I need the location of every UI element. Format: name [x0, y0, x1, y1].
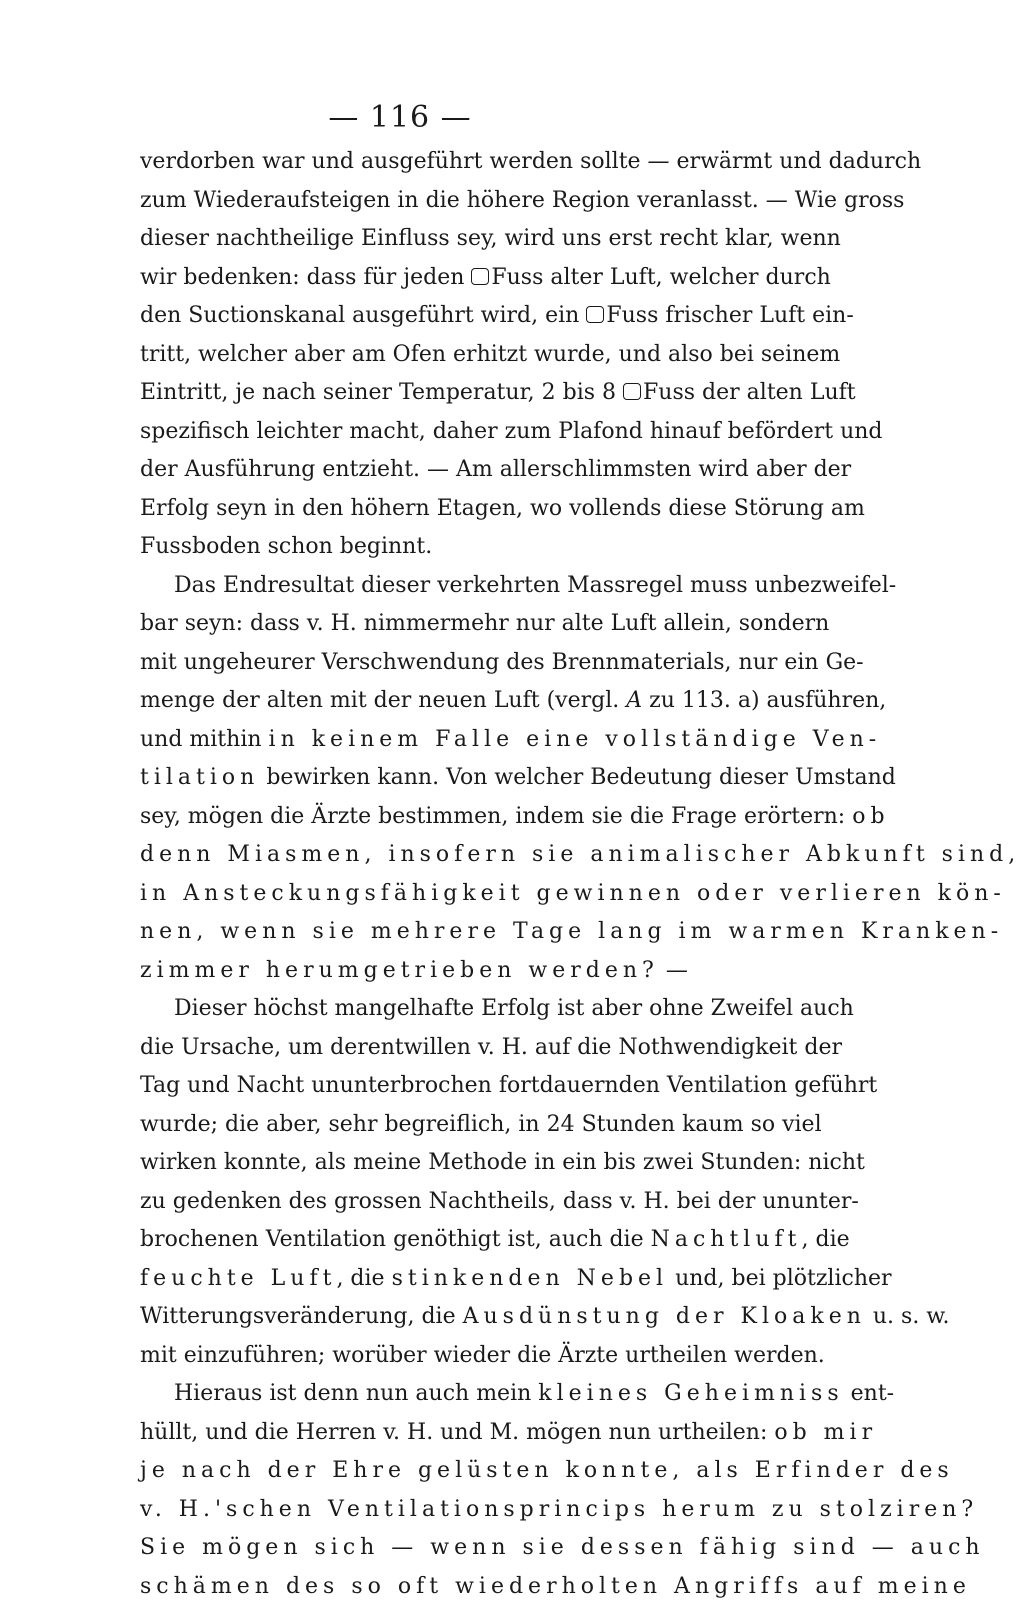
- line-text: wirken konnte, als meine Methode in ein bis zwei Stunden: nicht: [140, 1150, 865, 1175]
- text-line: [140, 259, 715, 298]
- line-text: zum Wiederaufsteigen in die höhere Region veranlasst. — Wie gross: [140, 188, 904, 213]
- line-text: —: [659, 958, 688, 983]
- line-text: Fuss frischer Luft ein-: [606, 303, 853, 328]
- text-line: [140, 528, 715, 567]
- text-line: [140, 1067, 715, 1106]
- line-text: sey, mögen die Ärzte bestimmen, indem sie die Frage erörtern:: [140, 804, 852, 829]
- text-line: [140, 1221, 715, 1260]
- text-line: [140, 1375, 715, 1414]
- line-text: wir bedenken: dass für jeden: [140, 265, 471, 290]
- line-text: hüllt, und die Herren v. H. und M. mögen nun urtheilen:: [140, 1420, 774, 1445]
- spaced-emphasis-text: in Ansteckungsfähigkeit gewinnen oder verlieren kön-: [140, 881, 1006, 906]
- page-body-text: [140, 143, 715, 1606]
- text-line: [140, 1298, 715, 1337]
- square-symbol-icon: [471, 268, 489, 285]
- spaced-emphasis-text: stinkenden Nebel: [392, 1266, 669, 1291]
- spaced-emphasis-text: ob: [852, 804, 889, 829]
- line-text: Witterungsveränderung, die: [140, 1304, 463, 1329]
- line-text: dieser nachtheilige Einfluss sey, wird uns erst recht klar, wenn: [140, 226, 841, 251]
- spaced-emphasis-text: feuchte Luft: [140, 1266, 336, 1291]
- line-text: mit ungeheurer Verschwendung des Brennmaterials, nur ein Ge-: [140, 650, 864, 675]
- text-line: [140, 721, 715, 760]
- spaced-emphasis-text: kleines Geheimniss: [538, 1381, 843, 1406]
- square-symbol-icon: [623, 383, 641, 400]
- line-text: Dieser höchst mangelhafte Erfolg ist aber ohne Zweifel auch: [174, 996, 854, 1021]
- spaced-emphasis-text: nen, wenn sie mehrere Tage lang im warmen Kranken-: [140, 919, 1003, 944]
- text-line: [140, 567, 715, 606]
- line-text: bewirken kann. Von welcher Bedeutung dieser Umstand: [259, 765, 896, 790]
- line-text: Eintritt, je nach seiner Temperatur, 2 bis 8: [140, 380, 623, 405]
- line-text: die Ursache, um derentwillen v. H. auf die Nothwendigkeit der: [140, 1035, 842, 1060]
- line-text: ent-: [844, 1381, 894, 1406]
- text-line: [140, 605, 715, 644]
- text-line: [140, 798, 715, 837]
- text-line: [140, 451, 715, 490]
- spaced-emphasis-text: v. H.'schen Ventilationsprincips herum zu stolziren?: [140, 1497, 978, 1522]
- line-text: tritt, welcher aber am Ofen erhitzt wurde, und also bei seinem: [140, 342, 840, 367]
- line-text: brochenen Ventilation genöthigt ist, auch die: [140, 1227, 651, 1252]
- text-line: [140, 1144, 715, 1183]
- spaced-emphasis-text: je nach der Ehre gelüsten konnte, als Erfinder des: [140, 1458, 954, 1483]
- text-line: [140, 490, 715, 529]
- line-text: , die: [336, 1266, 391, 1291]
- text-line: [140, 1568, 715, 1606]
- text-line: [140, 1414, 715, 1453]
- line-text: und mithin: [140, 727, 269, 752]
- text-line: [140, 952, 715, 991]
- text-line: [140, 682, 715, 721]
- line-text: Fussboden schon beginnt.: [140, 534, 432, 559]
- spaced-emphasis-text: schämen des so oft wiederholten Angriffs auf meine: [140, 1574, 971, 1599]
- text-line: [140, 913, 715, 952]
- text-line: [140, 1029, 715, 1068]
- text-line: [140, 1529, 715, 1568]
- text-line: [140, 336, 715, 375]
- spaced-emphasis-text: in keinem Falle eine vollständige Ven-: [269, 727, 882, 752]
- text-line: [140, 644, 715, 683]
- line-text: verdorben war und ausgeführt werden sollte — erwärmt und dadurch: [140, 149, 921, 174]
- text-line: [140, 297, 715, 336]
- page-number: — 116 —: [0, 100, 800, 135]
- text-line: [140, 759, 715, 798]
- text-line: [140, 1337, 715, 1376]
- line-text: zu 113. a) ausführen,: [642, 688, 886, 713]
- line-text: mit einzuführen; worüber wieder die Ärzte urtheilen werden.: [140, 1343, 825, 1368]
- line-text: bar seyn: dass v. H. nimmermehr nur alte Luft allein, sondern: [140, 611, 829, 636]
- spaced-emphasis-text: ob mir: [774, 1420, 877, 1445]
- line-text: , die: [802, 1227, 850, 1252]
- text-line: [140, 182, 715, 221]
- spaced-emphasis-text: Ausdünstung der Kloaken: [463, 1304, 866, 1329]
- line-text: u. s. w.: [866, 1304, 950, 1329]
- square-symbol-icon: [586, 306, 604, 323]
- line-text: der Ausführung entzieht. — Am allerschlimmsten wird aber der: [140, 457, 851, 482]
- line-text: den Suctionskanal ausgeführt wird, ein: [140, 303, 586, 328]
- line-text: Hieraus ist denn nun auch mein: [174, 1381, 538, 1406]
- text-line: [140, 836, 715, 875]
- line-text: zu gedenken des grossen Nachtheils, dass v. H. bei der ununter-: [140, 1189, 859, 1214]
- line-text: wurde; die aber, sehr begreiflich, in 24 Stunden kaum so viel: [140, 1112, 822, 1137]
- line-text: Fuss alter Luft, welcher durch: [491, 265, 830, 290]
- text-line: [140, 374, 715, 413]
- text-line: [140, 1183, 715, 1222]
- line-text: Tag und Nacht ununterbrochen fortdauernden Ventilation geführt: [140, 1073, 877, 1098]
- line-text: Fuss der alten Luft: [643, 380, 856, 405]
- text-line: [140, 990, 715, 1029]
- text-line: [140, 1106, 715, 1145]
- spaced-emphasis-text: tilation: [140, 765, 259, 790]
- text-line: [140, 220, 715, 259]
- line-text: und, bei plötzlicher: [668, 1266, 891, 1291]
- line-text: menge der alten mit der neuen Luft (vergl.: [140, 688, 626, 713]
- text-line: [140, 413, 715, 452]
- spaced-emphasis-text: Nachtluft: [651, 1227, 802, 1252]
- spaced-emphasis-text: zimmer herumgetrieben werden?: [140, 958, 659, 983]
- italic-text: A: [626, 688, 642, 713]
- line-text: spezifisch leichter macht, daher zum Plafond hinauf befördert und: [140, 419, 883, 444]
- text-line: [140, 1452, 715, 1491]
- text-line: [140, 143, 715, 182]
- text-line: [140, 875, 715, 914]
- text-line: [140, 1491, 715, 1530]
- text-line: [140, 1260, 715, 1299]
- line-text: Das Endresultat dieser verkehrten Massregel muss unbezweifel-: [174, 573, 896, 598]
- spaced-emphasis-text: Sie mögen sich — wenn sie dessen fähig sind — auch: [140, 1535, 985, 1560]
- spaced-emphasis-text: denn Miasmen, insofern sie animalischer Abkunft sind,: [140, 842, 1020, 867]
- line-text: Erfolg seyn in den höhern Etagen, wo vollends diese Störung am: [140, 496, 865, 521]
